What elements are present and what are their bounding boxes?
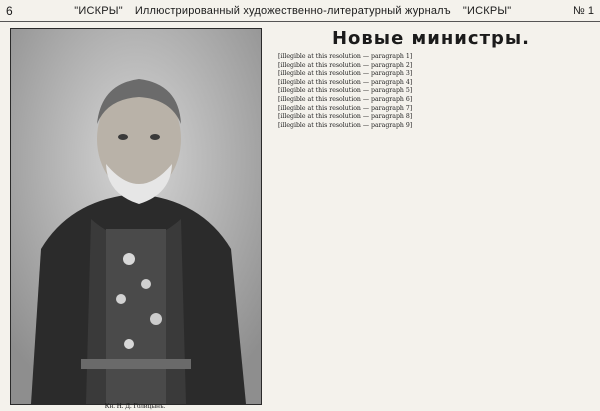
article-paragraph: [illegible at this resolution — paragraph 9] [278, 121, 413, 129]
article-paragraph: [illegible at this resolution — paragraph 3] [278, 70, 413, 78]
masthead-right-title: "ИСКРЫ" [462, 4, 512, 17]
article [270, 28, 592, 408]
article-paragraph: [illegible at this resolution — paragraph 8] [278, 113, 413, 121]
header-masthead [74, 5, 511, 17]
article-paragraph: [illegible at this resolution — paragraph 1] [278, 53, 413, 60]
masthead-left-title: "ИСКРЫ" [74, 4, 123, 17]
article-paragraph: [illegible at this resolution — paragraph 2] [278, 61, 413, 69]
article-paragraph: [illegible at this resolution — paragraph 4] [278, 78, 413, 86]
photo-caption: Кн. Н. Д. Голицынъ. [104, 402, 166, 410]
page-header [0, 0, 600, 22]
masthead-subtitle: Иллюстрированный художественно-литературный журналъ [134, 4, 451, 17]
page-number: 6 [6, 3, 13, 18]
portrait-photo [10, 28, 262, 405]
article-title: Новые министры. [331, 28, 531, 49]
portrait-image [11, 29, 261, 404]
article-paragraph: [illegible at this resolution — paragraph 7] [278, 104, 413, 112]
article-paragraph: [illegible at this resolution — paragraph 6] [278, 95, 413, 103]
issue-number: № 1 [573, 4, 594, 17]
article-paragraph: [illegible at this resolution — paragraph 5] [278, 87, 413, 95]
